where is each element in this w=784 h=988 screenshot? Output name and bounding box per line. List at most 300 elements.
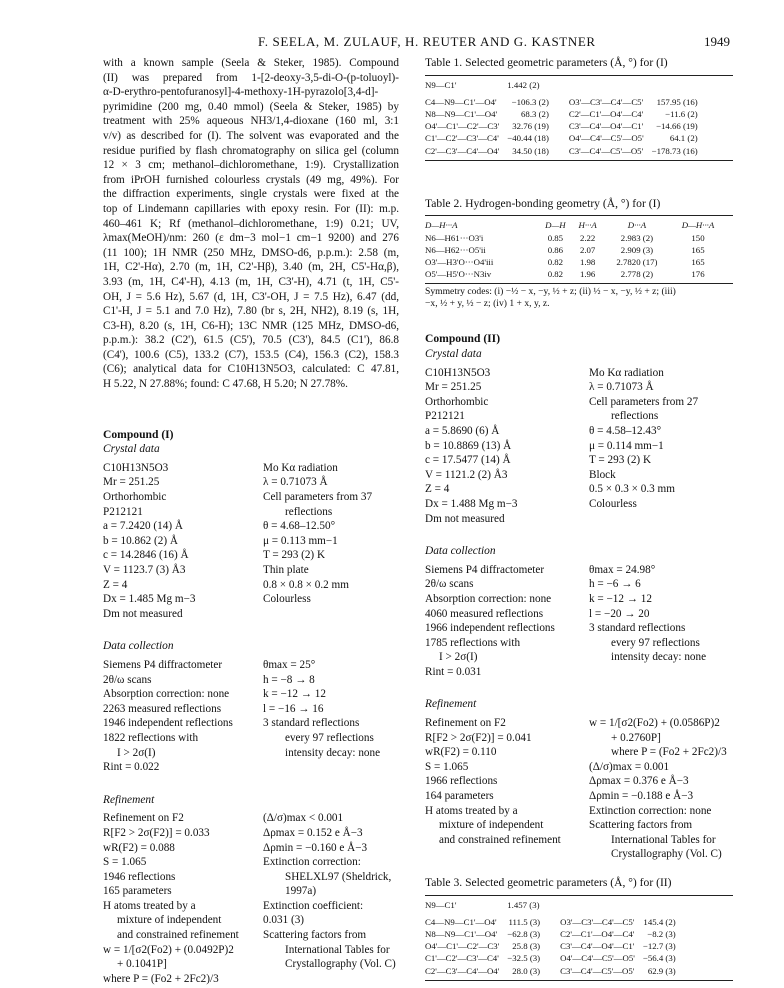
data-row xyxy=(103,746,399,761)
table-cell: 176 xyxy=(691,269,705,280)
compound-1-refinement-title: Refinement xyxy=(103,793,155,806)
table-cell: −106.3 (2) xyxy=(511,96,549,107)
parameter-text: Δρmax = 0.152 e Å−3 xyxy=(263,826,363,839)
table-row xyxy=(425,108,698,120)
parameter-text: 164 parameters xyxy=(425,790,494,803)
data-row xyxy=(103,913,399,928)
data-row xyxy=(103,811,399,826)
data-row xyxy=(103,731,399,746)
data-row xyxy=(103,716,399,731)
paragraph-line: p.p.m.): 38.2 (C2'), 61.5 (C5'), 70.5 (C3'), 84.5 (C1'), 86.8 xyxy=(103,334,399,347)
data-row xyxy=(425,577,733,592)
table-cell: C3'—C4'—O4'—C1' xyxy=(568,121,644,132)
table-cell: 68.3 (2) xyxy=(521,109,549,119)
parameter-text: where P = (Fo2 + 2Fc2)/3 xyxy=(611,746,727,759)
parameter-text: + 0.2760P] xyxy=(611,731,661,744)
parameter-text: reflections xyxy=(285,505,333,518)
compound-2-refinement xyxy=(425,716,733,862)
parameter-text: and constrained refinement xyxy=(439,833,561,846)
table-cell: 1.96 xyxy=(579,269,596,280)
parameter-text: C10H13N5O3 xyxy=(425,366,491,379)
table-cell: O4'—C1'—C2'—C3' xyxy=(425,121,500,132)
parameter-text: Δρmin = −0.160 e Å−3 xyxy=(263,841,368,854)
parameter-text: 1785 reflections with xyxy=(425,636,521,649)
parameter-text: 1822 reflections with xyxy=(103,731,199,744)
parameter-text: Extinction correction: none xyxy=(589,804,712,817)
table-2 xyxy=(425,216,725,280)
parameter-text: International Tables for xyxy=(611,833,716,846)
parameter-text: Extinction coefficient: xyxy=(263,899,364,912)
table-cell: 1.457 (3) xyxy=(507,899,540,910)
parameter-text: Refinement on F2 xyxy=(425,717,506,730)
data-row xyxy=(103,505,399,520)
parameter-text: b = 10.8869 (13) Å xyxy=(425,439,512,452)
data-row xyxy=(425,497,733,512)
table-cell: O3'—H3'O···O4'iii xyxy=(425,257,494,268)
symmetry-code-line: −x, ½ + y, ½ − z; (iv) 1 + x, y, z. xyxy=(425,298,550,310)
table-2-title: Table 2. Hydrogen-bonding geometry (Å, °) for (I) xyxy=(425,196,661,210)
data-row xyxy=(103,578,399,593)
paragraph-line: from iPrOH furnished colourless crystals (49 mg, 49%). For xyxy=(103,173,399,186)
parameter-text: mixture of independent xyxy=(439,819,544,832)
parameter-text: 2θ/ω scans xyxy=(103,673,152,686)
data-row xyxy=(103,702,399,717)
table-cell: 28.0 (3) xyxy=(512,965,541,976)
table-cell: C4—N9—C1'—O4' xyxy=(425,916,497,927)
data-row xyxy=(425,745,733,760)
table-cell: C1'—C2'—C3'—C4' xyxy=(425,133,499,144)
data-row xyxy=(103,658,399,673)
parameter-text: Crystallography (Vol. C) xyxy=(611,848,722,861)
table-cell: 145.4 (2) xyxy=(643,916,676,927)
data-row xyxy=(103,928,399,943)
parameter-text: I > 2σ(I) xyxy=(439,651,478,664)
table-cell: 157.95 (16) xyxy=(656,96,698,107)
table-2-bottom-rule xyxy=(425,283,733,284)
parameter-text: Cell parameters from 27 xyxy=(589,395,699,408)
compound-2-refinement-title: Refinement xyxy=(425,698,477,711)
parameter-text: Extinction correction: xyxy=(263,856,361,869)
paragraph-line: 1H, C2'-Hα), 2.70 (m, 1H, C2'-Hβ), 3.40 (m, 2H, C5'-Hα,β), xyxy=(103,261,399,274)
table-cell: C4—N9—C1'—O4' xyxy=(425,96,497,107)
parameter-text: where P = (Fo2 + 2Fc2)/3 xyxy=(103,972,219,985)
data-row xyxy=(425,774,733,789)
parameter-text: T = 293 (2) K xyxy=(589,454,652,467)
data-row xyxy=(103,490,399,505)
data-row xyxy=(103,899,399,914)
parameter-text: S = 1.065 xyxy=(103,856,147,869)
paragraph-line: OH, J = 5.6 Hz), 5.67 (d, 1H, C3'-OH, J = 7.5 Hz), 6.47 (dd, xyxy=(103,290,399,303)
compound-2-crystal-data-title: Crystal data xyxy=(425,348,482,361)
table-row xyxy=(425,232,725,244)
running-header-authors: F. SEELA, M. ZULAUF, H. REUTER AND G. KASTNER xyxy=(258,34,596,49)
table-cell: O3'—C3'—C4'—C5' xyxy=(568,96,644,107)
parameter-text: International Tables for xyxy=(285,943,390,956)
table-cell: C3'—C4'—C5'—O5' xyxy=(560,965,635,976)
data-row xyxy=(103,884,399,899)
table-cell: 165 xyxy=(691,257,705,268)
parameter-text: Colourless xyxy=(589,497,637,510)
parameter-text: 1997a) xyxy=(285,885,317,898)
parameter-text: a = 7.2420 (14) Å xyxy=(103,520,183,533)
paragraph-line: α-D-erythro-pentofuranosyl]-4-methoxy-1H-pyrazolo[3,4-d]- xyxy=(103,86,379,99)
parameter-text: H atoms treated by a xyxy=(103,899,196,912)
data-row xyxy=(103,563,399,578)
table-cell: 1.98 xyxy=(579,257,596,268)
parameter-text: Dx = 1.488 Mg m−3 xyxy=(425,497,518,510)
compound-1-refinement xyxy=(103,811,399,986)
parameter-text: Rint = 0.031 xyxy=(425,665,482,678)
parameter-text: 2θ/ω scans xyxy=(425,578,474,591)
data-row xyxy=(103,760,399,775)
parameter-text: l = −16 → 16 xyxy=(263,702,324,715)
data-row xyxy=(425,760,733,775)
paragraph-line: residue purified by flash chromatography on silica gel (column xyxy=(103,144,399,157)
data-row xyxy=(103,687,399,702)
parameter-text: I > 2σ(I) xyxy=(117,746,156,759)
page-number: 1949 xyxy=(704,34,730,49)
data-row xyxy=(425,833,733,848)
data-row xyxy=(103,957,399,972)
table-row xyxy=(425,96,698,108)
parameter-text: λ = 0.71073 Å xyxy=(263,476,328,489)
data-row xyxy=(425,665,733,680)
paragraph-line: with a known sample (Seela & Steker, 1985). Compound xyxy=(103,57,399,69)
data-row xyxy=(425,409,733,424)
table-cell: N9—C1' xyxy=(425,899,457,910)
parameter-text: h = −8 → 8 xyxy=(263,673,315,686)
table-row xyxy=(425,244,725,256)
parameter-text: c = 14.2846 (16) Å xyxy=(103,549,189,562)
table-row xyxy=(425,965,676,977)
paragraph-line: λmax(MeOH)/nm: 260 (ε dm−3 mol−1 cm−1 9200) and 276 xyxy=(103,232,399,245)
paragraph-line: 12 × 3 cm; methanol–dichloromethane, 1:9). Crystallization xyxy=(103,159,399,172)
table-3-bottom-rule xyxy=(425,980,733,981)
parameter-text: T = 293 (2) K xyxy=(263,549,326,562)
table-cell: O5'—H5'O···N3iv xyxy=(425,269,492,280)
parameter-text: λ = 0.71073 Å xyxy=(589,381,654,394)
paragraph-line: the diffraction experiments, single crystals were fixed at the xyxy=(103,188,399,201)
table-cell: C2'—C3'—C4'—O4' xyxy=(425,965,500,976)
parameter-text: l = −20 → 20 xyxy=(589,607,650,620)
table-1-title: Table 1. Selected geometric parameters (Å, °) for (I) xyxy=(425,56,668,69)
right-column xyxy=(425,56,733,981)
parameter-text: a = 5.8690 (6) Å xyxy=(425,424,500,437)
parameter-text: Scattering factors from xyxy=(589,819,693,832)
parameter-text: 1946 reflections xyxy=(103,870,176,883)
paragraph-line: 460–461 K; Rf (methanol–dichloromethane, 1:9) 0.21; UV, xyxy=(103,217,399,230)
parameter-text: Refinement on F2 xyxy=(103,812,184,825)
paragraph-line: C3-H), 8.20 (s, 1H, C6-H); 13C NMR (125 MHz, DMSO-d6, xyxy=(103,319,399,332)
data-row xyxy=(425,650,733,665)
parameter-text: Absorption correction: none xyxy=(425,592,552,605)
parameter-text: Block xyxy=(589,468,616,481)
parameter-text: h = −6 → 6 xyxy=(589,578,641,591)
parameter-text: every 97 reflections xyxy=(285,731,374,744)
parameter-text: Z = 4 xyxy=(425,483,450,496)
data-row xyxy=(425,439,733,454)
table-row xyxy=(425,120,698,132)
parameter-text: k = −12 → 12 xyxy=(589,592,652,605)
paragraph-line: (C4'), 100.6 (C5), 133.2 (C7), 153.5 (C4), 156.3 (C2), 158.3 xyxy=(103,348,399,361)
table-cell: C3'—C4'—O4'—C1' xyxy=(560,941,635,952)
compound-1-crystal-data-title: Crystal data xyxy=(103,443,160,456)
left-column xyxy=(103,56,399,986)
data-row xyxy=(103,673,399,688)
table-cell: −40.44 (18) xyxy=(507,133,549,144)
data-row xyxy=(425,366,733,381)
table-cell: 2.7820 (17) xyxy=(616,257,658,268)
data-row xyxy=(425,395,733,410)
data-row xyxy=(425,607,733,622)
data-row xyxy=(103,855,399,870)
parameter-text: V = 1123.7 (3) Å3 xyxy=(103,564,186,576)
data-row xyxy=(103,592,399,607)
parameter-text: SHELXL97 (Sheldrick, xyxy=(285,870,392,883)
table-1 xyxy=(425,76,698,157)
parameter-text: 0.031 (3) xyxy=(263,914,305,927)
parameter-text: Orthorhombic xyxy=(425,395,489,408)
paragraph-line: H 5.22, N 27.88%; found: C 47.68, H 5.20; N 27.78%. xyxy=(103,378,348,391)
data-row xyxy=(425,716,733,731)
table-cell: C2'—C3'—C4'—O4' xyxy=(425,145,500,156)
table-cell: C2'—C1'—O4'—C4' xyxy=(568,109,644,119)
parameter-text: 3 standard reflections xyxy=(589,622,686,635)
data-row xyxy=(103,943,399,958)
data-row xyxy=(103,519,399,534)
table-header-cell: D—H···A xyxy=(681,220,715,231)
paragraph-line: pyrimidine (200 mg, 0.40 mmol) (Seela & Steker, 1985) by xyxy=(103,100,399,113)
table-cell: O3'—C3'—C4'—C5' xyxy=(560,916,635,927)
experimental-paragraph xyxy=(103,56,399,392)
parameter-text: 1966 reflections xyxy=(425,775,498,788)
data-row xyxy=(425,636,733,651)
table-row xyxy=(425,132,698,144)
parameter-text: θ = 4.58–12.43° xyxy=(589,424,662,437)
table-cell: −14.66 (19) xyxy=(656,121,698,132)
table-cell: N8—N9—C1'—O4' xyxy=(425,929,498,940)
table-header-cell: D···A xyxy=(627,220,647,231)
parameter-text: 1946 independent reflections xyxy=(103,717,233,730)
parameter-text: Rint = 0.022 xyxy=(103,761,160,774)
compound-1-title: Compound (I) xyxy=(103,427,174,441)
data-row xyxy=(425,468,733,483)
parameter-text: Orthorhombic xyxy=(103,491,167,504)
parameter-text: V = 1121.2 (2) Å3 xyxy=(425,468,508,481)
parameter-text: θmax = 24.98° xyxy=(589,563,656,576)
table-cell: 62.9 (3) xyxy=(647,965,676,976)
table-cell: 2.22 xyxy=(579,232,596,243)
parameter-text: μ = 0.114 mm−1 xyxy=(589,439,664,452)
table-cell: −8.2 (3) xyxy=(647,929,676,940)
parameter-text: Δρmax = 0.376 e Å−3 xyxy=(589,775,689,788)
table-cell: N9—C1' xyxy=(425,79,457,90)
data-row xyxy=(425,818,733,833)
parameter-text: and constrained refinement xyxy=(117,929,239,942)
parameter-text: Colourless xyxy=(263,593,311,606)
table-cell: O4'—C1'—C2'—C3' xyxy=(425,941,500,952)
parameter-text: intensity decay: none xyxy=(611,651,707,664)
paragraph-line: (11 100); 1H NMR (250 MHz, DMSO-d6, p.p.m.): 2.58 (m, xyxy=(103,246,399,259)
table-cell: −12.7 (3) xyxy=(642,941,676,952)
parameter-text: Δρmin = −0.188 e Å−3 xyxy=(589,790,694,803)
table-row xyxy=(425,145,698,157)
data-row xyxy=(425,847,733,862)
data-row xyxy=(425,512,733,527)
parameter-text: w = 1/[σ2(Fo2) + (0.0492P)2 xyxy=(103,943,234,956)
data-row xyxy=(103,870,399,885)
parameter-text: 4060 measured reflections xyxy=(425,607,544,620)
data-row xyxy=(103,972,399,987)
data-row xyxy=(103,534,399,549)
parameter-text: 165 parameters xyxy=(103,885,172,898)
table-cell: C1'—C2'—C3'—C4' xyxy=(425,953,499,964)
table-cell: 150 xyxy=(691,232,705,243)
parameter-text: reflections xyxy=(611,410,659,423)
paragraph-line: (II) was prepared from 1-[2-deoxy-3,5-di-O-(p-toluoyl)- xyxy=(103,71,399,84)
table-cell: −11.6 (2) xyxy=(665,109,698,119)
table-cell: N6—H62···O5'ii xyxy=(425,244,486,255)
parameter-text: Mo Kα radiation xyxy=(263,461,338,474)
parameter-text: Absorption correction: none xyxy=(103,688,230,701)
paragraph-line: treatment with 25% aqueous NH3/1,4-dioxane (160 ml, 3:1 xyxy=(103,115,399,128)
table-cell: O4'—C4'—C5'—O5' xyxy=(568,133,644,144)
data-row xyxy=(103,461,399,476)
compound-2-crystal-data xyxy=(425,366,733,527)
parameter-text: S = 1.065 xyxy=(425,760,469,773)
table-cell: O4'—C4'—C5'—O5' xyxy=(560,953,635,964)
table-cell: 25.8 (3) xyxy=(512,941,541,952)
parameter-text: Mo Kα radiation xyxy=(589,366,664,379)
parameter-text: 3 standard reflections xyxy=(263,717,360,730)
paragraph-line: top of Lindemann capillaries with epoxy resin. For (II): m.p. xyxy=(103,202,399,215)
table-cell: −56.4 (3) xyxy=(642,953,676,964)
parameter-text: intensity decay: none xyxy=(285,746,381,759)
paragraph-line: v/v) as described for (I). The solvent was evaporated and the xyxy=(103,129,399,142)
table-row xyxy=(425,928,676,940)
compound-2-data-collection xyxy=(425,563,733,680)
table-row xyxy=(425,916,676,928)
parameter-text: Dm not measured xyxy=(103,607,183,620)
parameter-text: wR(F2) = 0.110 xyxy=(425,746,497,759)
data-row xyxy=(103,548,399,563)
parameter-text: Dx = 1.485 Mg m−3 xyxy=(103,593,196,606)
table-cell: 34.50 (18) xyxy=(512,145,549,156)
data-row xyxy=(425,789,733,804)
parameter-text: Thin plate xyxy=(263,564,309,576)
data-row xyxy=(425,453,733,468)
data-row xyxy=(103,607,399,622)
table-row xyxy=(425,256,725,268)
parameter-text: (Δ/σ)max < 0.001 xyxy=(263,812,344,825)
table-cell: 0.86 xyxy=(547,244,564,255)
table-cell: 2.983 (2) xyxy=(620,232,654,243)
parameter-text: P212121 xyxy=(425,410,465,423)
data-row xyxy=(425,380,733,395)
paragraph-line: 3.93 (m, 1H, C4'-H), 4.13 (m, 1H, C3'-H), 4.71 (t, 1H, C5'- xyxy=(103,275,399,288)
parameter-text: every 97 reflections xyxy=(611,636,700,649)
parameter-text: b = 10.862 (2) Å xyxy=(103,534,178,547)
table-cell: −32.5 (3) xyxy=(507,953,541,964)
table-cell: 64.1 (2) xyxy=(669,133,698,144)
table-cell: 2.07 xyxy=(579,244,596,255)
parameter-text: Z = 4 xyxy=(103,578,128,591)
table-row xyxy=(425,940,676,952)
parameter-text: mixture of independent xyxy=(117,914,222,927)
compound-1-collection-title: Data collection xyxy=(103,640,174,653)
table-cell: 165 xyxy=(691,244,705,255)
parameter-text: P212121 xyxy=(103,505,143,518)
table-cell: 32.76 (19) xyxy=(512,121,549,132)
parameter-text: w = 1/[σ2(Fo2) + (0.0586P)2 xyxy=(589,717,720,730)
parameter-text: μ = 0.113 mm−1 xyxy=(263,534,338,547)
compound-1-crystal-data xyxy=(103,461,399,622)
table-cell: 0.82 xyxy=(547,269,564,280)
data-row xyxy=(425,592,733,607)
parameter-text: C10H13N5O3 xyxy=(103,461,169,474)
parameter-text: k = −12 → 12 xyxy=(263,688,326,701)
parameter-text: + 0.1041P] xyxy=(117,958,167,971)
parameter-text: Dm not measured xyxy=(425,512,505,525)
parameter-text: θ = 4.68–12.50° xyxy=(263,520,336,533)
table-cell: C3'—C4'—C5'—O5' xyxy=(568,145,644,156)
table-cell: −178.73 (16) xyxy=(651,145,698,156)
paragraph-line: (C6); analytical data for C10H13N5O3, calculated: C 47.81, xyxy=(103,363,399,376)
parameter-text: H atoms treated by a xyxy=(425,804,518,817)
data-row xyxy=(425,621,733,636)
table-cell: N8—N9—C1'—O4' xyxy=(425,109,498,119)
parameter-text: Mr = 251.25 xyxy=(103,476,160,489)
table-row xyxy=(425,952,676,964)
parameter-text: Crystallography (Vol. C) xyxy=(285,958,396,971)
symmetry-code-line: Symmetry codes: (i) −½ − x, −y, ½ + z; (ii) ½ − x, −y, ½ + z; (iii) xyxy=(425,286,676,298)
parameter-text: R[F2 > 2σ(F2)] = 0.033 xyxy=(103,826,210,839)
parameter-text: Siemens P4 diffractometer xyxy=(425,563,545,576)
data-row xyxy=(103,841,399,856)
compound-2-title: Compound (II) xyxy=(425,332,501,346)
table-cell: 2.778 (2) xyxy=(620,269,654,280)
parameter-text: 1966 independent reflections xyxy=(425,622,555,635)
data-row xyxy=(425,424,733,439)
parameter-text: Mr = 251.25 xyxy=(425,381,482,394)
compound-1-data-collection xyxy=(103,658,399,775)
parameter-text: Cell parameters from 37 xyxy=(263,491,373,504)
parameter-text: Scattering factors from xyxy=(263,929,367,942)
table-cell: 0.85 xyxy=(547,232,564,243)
parameter-text: 0.8 × 0.8 × 0.2 mm xyxy=(263,578,349,591)
table-cell: −62.8 (3) xyxy=(507,929,541,940)
parameter-text: wR(F2) = 0.088 xyxy=(103,841,175,854)
table-cell: N6—H61···O3'i xyxy=(425,232,484,243)
parameter-text: 0.5 × 0.3 × 0.3 mm xyxy=(589,483,675,496)
table-cell: 0.82 xyxy=(547,257,564,268)
parameter-text: R[F2 > 2σ(F2)] = 0.041 xyxy=(425,731,532,744)
table-header-cell: D—H xyxy=(545,220,566,231)
table-3 xyxy=(425,896,676,977)
table-cell: C2'—C1'—O4'—C4' xyxy=(560,929,635,940)
compound-2-collection-title: Data collection xyxy=(425,545,496,558)
parameter-text: Siemens P4 diffractometer xyxy=(103,658,223,671)
parameter-text: c = 17.5477 (14) Å xyxy=(425,454,511,467)
parameter-text: (Δ/σ)max = 0.001 xyxy=(589,760,670,773)
table-header-cell: D—H···A xyxy=(425,220,458,231)
parameter-text: 2263 measured reflections xyxy=(103,702,222,715)
data-row xyxy=(425,731,733,746)
data-row xyxy=(425,804,733,819)
data-row xyxy=(425,482,733,497)
table-3-title: Table 3. Selected geometric parameters (Å, °) for (II) xyxy=(425,876,672,890)
table-cell: 111.5 (3) xyxy=(508,916,541,927)
